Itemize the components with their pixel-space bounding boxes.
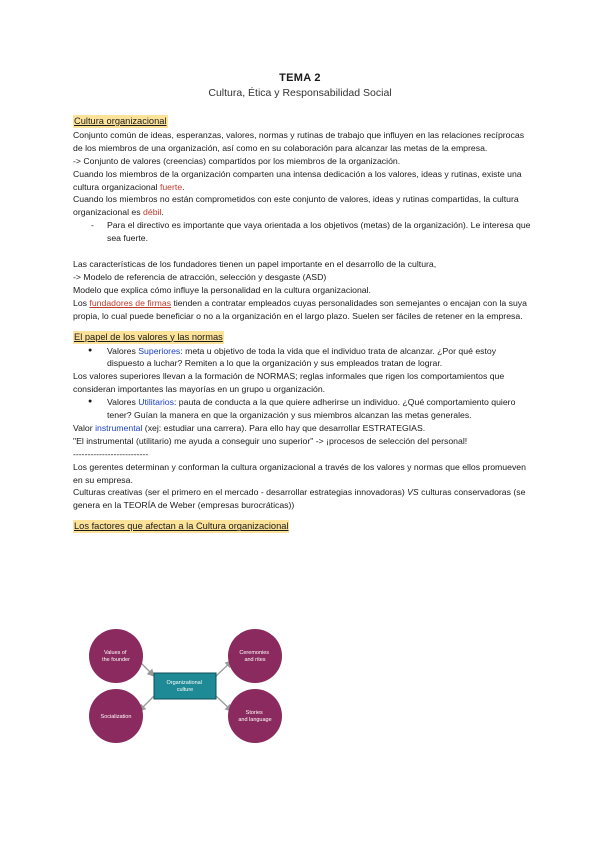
paragraph: Valor instrumental (xej: estudiar una carrera). Para ello hay que desarrollar ESTRATEGIAS.	[73, 422, 426, 433]
paragraph: Las características de los fundadores tienen un papel importante en el desarrollo de la cultura,	[73, 259, 437, 270]
circle-ceremonies-rites	[228, 629, 282, 683]
document-body	[73, 112, 533, 534]
highlight-superiores: Superiores	[138, 345, 181, 356]
circle-values-founder	[89, 629, 143, 683]
highlight-instrumental: instrumental	[95, 422, 143, 433]
paragraph: Conjunto común de ideas, esperanzas, valores, normas y rutinas de trabajo que influyen en las relaciones recíprocas de los miembros de una organización, así como en su colaboración para alcanzar las metas de la empresa.	[73, 129, 525, 153]
link-fundadores-de-firmas[interactable]: fundadores de firmas	[89, 297, 172, 308]
label-socialization: Socialization	[100, 714, 132, 720]
highlight-fuerte: fuerte	[159, 181, 183, 192]
label-values-founder: Values of the founder	[102, 650, 130, 663]
document-subtitle: Cultura, Ética y Responsabilidad Social	[208, 87, 392, 99]
separator-dashes: --------------------------	[73, 448, 149, 459]
circle-stories-language	[228, 689, 282, 743]
bullet-list-item: ● Valores Superiores: meta u objetivo de toda la vida que el individuo trata de alcanzar. ¿Por qué estoy dispuesto a luchar? Remiten a lo que la organización y sus empleados tratan de lograr.	[73, 345, 533, 371]
label-stories-language: Stories and language	[238, 710, 272, 723]
document-title: TEMA 2	[279, 72, 321, 84]
paragraph: "El instrumental (utilitario) me ayuda a conseguir uno superior" -> ¡procesos de selección del personal!	[73, 435, 468, 446]
paragraph: Los valores superiores llevan a la formación de NORMAS; reglas informales que rigen los comportamientos que consideran importantes las mayorías en un grupo u organización.	[73, 371, 505, 395]
paragraph: -> Conjunto de valores (creencias) compartidos por los miembros de la organización.	[73, 155, 401, 166]
paragraph: Los fundadores de firmas tienden a contratar empleados cuyas personalidades son semejantes o encajan con la suya propia, lo cual puede beneficiar o no a la organización en el largo plazo. Suelen ser fáciles de retener en la empresa.	[73, 297, 527, 321]
label-ceremonies-rites: Ceremonies and rites	[239, 650, 270, 663]
paragraph: Cuando los miembros de la organización comparten una intensa dedicación a los valores, ideas y rutinas, existe una cultura organizacional fuerte.	[73, 168, 522, 192]
paragraph: Culturas creativas (ser el primero en el mercado - desarrollar estrategias innovadoras) VS culturas conservadoras (se genera en la TEORÍA de Weber (empresas burocráticas))	[73, 487, 526, 511]
label-organizational-culture: Organizational culture	[166, 680, 202, 693]
paragraph: -> Modelo de referencia de atracción, selección y desgaste (ASD)	[73, 271, 327, 282]
bullet-list-item: ● Valores Utilitarios: pauta de conducta a la que quiere adherirse un individuo. ¿Qué comportamiento quiero tener? Guían la manera en que la organización y sus miembros alcanzan las metas generales.	[73, 396, 533, 422]
center-box-organizational-culture	[154, 673, 216, 699]
culture-factors-diagram	[84, 627, 309, 745]
section-heading-valores-normas: El papel de los valores y las normas	[74, 331, 223, 342]
paragraph: Modelo que explica cómo influye la personalidad en la cultura organizacional.	[73, 284, 371, 295]
paragraph: Los gerentes determinan y conforman la cultura organizacional a través de los valores y normas que ellos promueven en su empresa.	[73, 461, 526, 485]
vs-text: VS	[407, 487, 419, 498]
section-heading-cultura: Cultura organizacional	[74, 116, 167, 126]
highlight-utilitarios: Utilitarios	[138, 397, 174, 408]
dash-list-item: - Para el directivo es importante que vaya orientada a los objetivos (metas) de la organización). Le interesa que sea fuerte.	[73, 219, 533, 245]
paragraph: Cuando los miembros no están comprometidos con este conjunto de valores, ideas y rutinas compartidas, la cultura organizacional es débil.	[73, 194, 519, 218]
section-heading-factores: Los factores que afectan a la Cultura organizacional	[74, 521, 289, 532]
highlight-debil: débil	[143, 207, 162, 218]
